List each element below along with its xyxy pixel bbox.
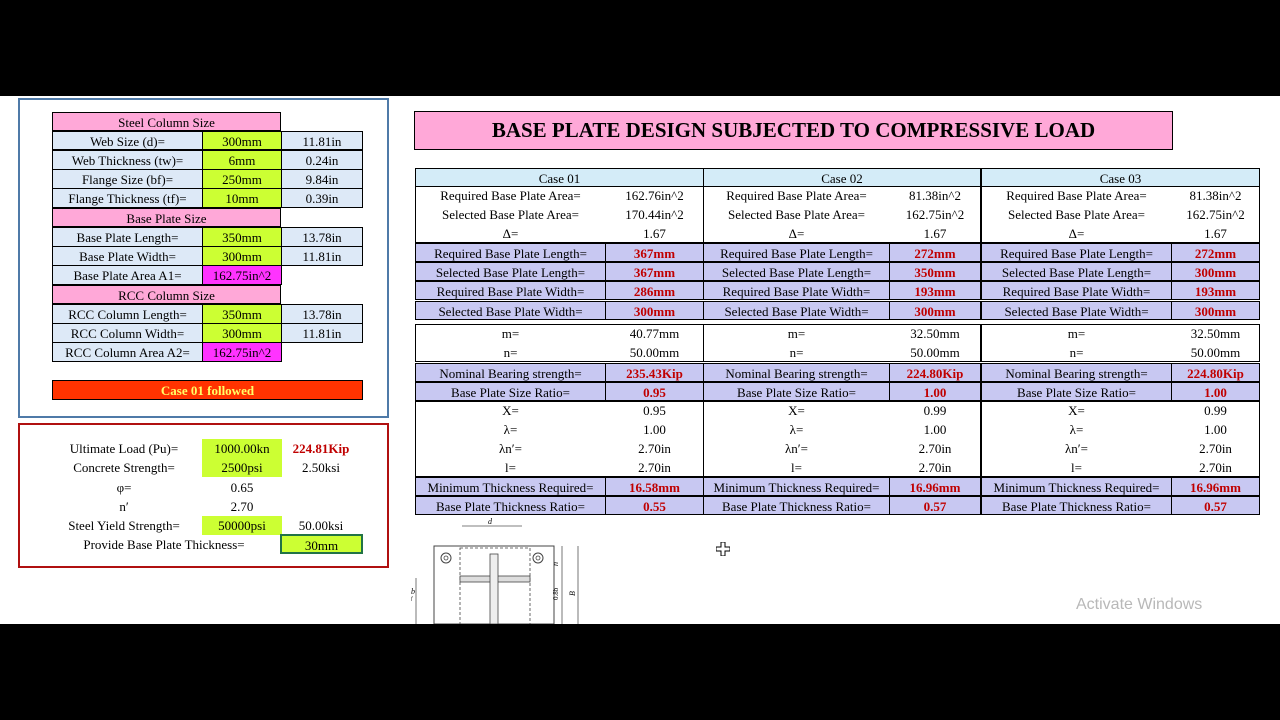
result-label-thk_ratio: Base Plate Thickness Ratio= [415,496,606,515]
result-value-sel_len: 350mm [889,262,981,281]
result-label-sel_area: Selected Base Plate Area= [442,207,579,222]
result-value-delta: 1.67 [643,226,666,241]
result-label-thk_ratio: Base Plate Thickness Ratio= [981,496,1172,515]
web-thickness-label: Web Thickness (tw)= [52,150,203,170]
result-label-req_area: Required Base Plate Area= [726,188,867,203]
base-plate-width-conv: 11.81in [281,246,363,266]
result-value-sel_wid: 300mm [1171,301,1260,320]
result-label-lambda: λ= [789,422,804,437]
result-value-req_area: 81.38in^2 [909,188,961,203]
n-prime-value: 2.70 [230,499,254,514]
result-value-nom: 235.43Kip [605,363,704,382]
case-header-2: Case 02 [703,168,981,187]
flange-size-conv: 9.84in [281,169,363,189]
result-value-ratio: 1.00 [1171,382,1260,401]
result-label-ratio: Base Plate Size Ratio= [981,382,1172,401]
result-label-req_wid: Required Base Plate Width= [981,281,1172,300]
result-value-X: 0.99 [923,403,947,418]
phi-value: 0.65 [230,480,254,495]
phi-label: φ= [116,480,132,495]
flange-thickness-conv: 0.39in [281,188,363,208]
steel-yield-label: Steel Yield Strength= [68,518,180,533]
steel-yield-input[interactable]: 50000psi [202,516,282,535]
ultimate-load-label: Ultimate Load (Pu)= [69,441,179,456]
result-value-sel_area: 162.75in^2 [1186,207,1245,222]
web-size-label: Web Size (d)= [52,131,203,150]
result-value-m: 32.50mm [1190,326,1241,341]
result-label-l: l= [1071,460,1082,475]
web-size-input[interactable]: 300mm [202,131,282,150]
bolt-hole-icon [441,553,451,563]
result-label-min_thk: Minimum Thickness Required= [981,477,1172,496]
result-value-ratio: 1.00 [889,382,981,401]
result-value-m: 40.77mm [629,326,680,341]
result-label-m: m= [787,326,806,341]
result-value-req_len: 272mm [889,243,981,262]
web-thickness-input[interactable]: 6mm [202,150,282,170]
base-plate-length-label: Base Plate Length= [52,227,203,247]
result-label-lambda_n: λn′= [785,441,808,456]
result-value-X: 0.99 [1204,403,1227,418]
result-label-req_wid: Required Base Plate Width= [703,281,890,300]
result-value-sel_len: 300mm [1171,262,1260,281]
rcc-column-area-label: RCC Column Area A2= [52,342,203,362]
result-value-lambda: 1.00 [923,422,947,437]
result-label-sel_wid: Selected Base Plate Width= [703,301,890,320]
web [490,554,498,624]
result-label-min_thk: Minimum Thickness Required= [415,477,606,496]
result-label-req_wid: Required Base Plate Width= [415,281,606,300]
result-value-n: 50.00mm [629,345,680,360]
dim-label-ratio: 0.8b [552,587,560,600]
concrete-strength-ksi: 2.50ksi [302,460,340,475]
base-plate-width-label: Base Plate Width= [52,246,203,266]
result-label-l: l= [791,460,802,475]
result-label-thk_ratio: Base Plate Thickness Ratio= [703,496,890,515]
result-label-delta: Δ= [788,226,805,241]
plate-thickness-input[interactable]: 30mm [280,534,363,554]
page-title: BASE PLATE DESIGN SUBJECTED TO COMPRESSIVE LOAD [414,111,1173,150]
base-plate-width-input[interactable]: 300mm [202,246,282,266]
web-thickness-conv: 0.24in [281,150,363,170]
result-label-m: m= [501,326,520,341]
result-label-nom: Nominal Bearing strength= [981,363,1172,382]
n-prime-label: n′ [119,499,129,514]
result-label-req_area: Required Base Plate Area= [1006,188,1147,203]
result-value-ratio: 0.95 [605,382,704,401]
result-label-delta: Δ= [1068,226,1085,241]
result-value-lambda_n: 2.70in [638,441,671,456]
dim-label-B: B [568,591,577,596]
result-label-lambda: λ= [1069,422,1084,437]
result-value-sel_area: 170.44in^2 [625,207,684,222]
result-label-X: X= [788,403,805,418]
result-value-req_area: 162.76in^2 [625,188,684,203]
steel-yield-ksi: 50.00ksi [298,518,344,533]
result-value-m: 32.50mm [910,326,960,341]
result-label-nom: Nominal Bearing strength= [415,363,606,382]
result-value-min_thk: 16.96mm [1171,477,1260,496]
result-label-lambda_n: λn′= [499,441,522,456]
result-value-sel_len: 367mm [605,262,704,281]
base-plate-area-value: 162.75in^2 [202,265,282,285]
base-plate-length-input[interactable]: 350mm [202,227,282,247]
result-label-m: m= [1067,326,1086,341]
concrete-strength-input[interactable]: 2500psi [202,458,282,477]
result-label-min_thk: Minimum Thickness Required= [703,477,890,496]
result-value-nom: 224.80Kip [889,363,981,382]
bolt-hole-inner-icon [444,556,448,560]
rcc-column-area-value: 162.75in^2 [202,342,282,362]
ultimate-load-input[interactable]: 1000.00kn [202,439,282,458]
result-label-ratio: Base Plate Size Ratio= [703,382,890,401]
result-label-lambda_n: λn′= [1065,441,1088,456]
result-value-sel_wid: 300mm [889,301,981,320]
base-plate-drawing [402,518,592,624]
rcc-column-width-input[interactable]: 300mm [202,323,282,343]
steel-column-title: Steel Column Size [52,112,281,131]
result-label-sel_area: Selected Base Plate Area= [1008,207,1145,222]
result-label-nom: Nominal Bearing strength= [703,363,890,382]
base-plate-length-conv: 13.78in [281,227,363,247]
result-value-thk_ratio: 0.55 [605,496,704,515]
result-label-req_len: Required Base Plate Length= [703,243,890,262]
dim-label-bf: b [411,587,415,596]
flange-size-input[interactable]: 250mm [202,169,282,189]
result-label-ratio: Base Plate Size Ratio= [415,382,606,401]
result-label-sel_wid: Selected Base Plate Width= [981,301,1172,320]
result-value-min_thk: 16.96mm [889,477,981,496]
result-value-lambda_n: 2.70in [1199,441,1232,456]
rcc-column-width-label: RCC Column Width= [52,323,203,343]
result-label-req_len: Required Base Plate Length= [415,243,606,262]
activate-windows-watermark: Activate Windows [1076,596,1203,613]
result-value-req_wid: 286mm [605,281,704,300]
flange-thickness-label: Flange Thickness (tf)= [52,188,203,208]
concrete-strength-label: Concrete Strength= [73,460,175,475]
web-size-conv: 11.81in [281,131,363,150]
result-label-sel_len: Selected Base Plate Length= [981,262,1172,281]
result-label-X: X= [1068,403,1085,418]
result-label-n: n= [503,345,518,360]
rcc-column-length-conv: 13.78in [281,304,363,324]
result-value-sel_wid: 300mm [605,301,704,320]
result-value-nom: 224.80Kip [1171,363,1260,382]
flange-size-label: Flange Size (bf)= [52,169,203,189]
result-label-l: l= [505,460,516,475]
flange-thickness-input[interactable]: 10mm [202,188,282,208]
base-plate-area-label: Base Plate Area A1= [52,265,203,285]
result-label-n: n= [1069,345,1084,360]
result-label-req_area: Required Base Plate Area= [440,188,581,203]
base-plate-title: Base Plate Size [52,208,281,227]
result-label-lambda: λ= [503,422,518,437]
result-label-sel_len: Selected Base Plate Length= [703,262,890,281]
result-label-n: n= [789,345,804,360]
plate-thickness-label: Provide Base Plate Thickness= [83,537,245,552]
bolt-hole-icon [533,553,543,563]
result-value-req_area: 81.38in^2 [1189,188,1242,203]
result-value-req_wid: 193mm [1171,281,1260,300]
case-followed-banner: Case 01 followed [52,380,363,400]
result-value-l: 2.70in [638,460,671,475]
result-value-delta: 1.67 [1204,226,1227,241]
result-value-sel_area: 162.75in^2 [905,207,965,222]
result-label-sel_wid: Selected Base Plate Width= [415,301,606,320]
ultimate-load-kip: 224.81Kip [292,441,350,456]
result-value-req_len: 367mm [605,243,704,262]
rcc-column-length-label: RCC Column Length= [52,304,203,324]
result-label-sel_len: Selected Base Plate Length= [415,262,606,281]
result-value-lambda_n: 2.70in [918,441,952,456]
result-value-req_len: 272mm [1171,243,1260,262]
result-label-delta: Δ= [502,226,519,241]
result-value-min_thk: 16.58mm [605,477,704,496]
result-label-X: X= [502,403,519,418]
result-value-l: 2.70in [918,460,952,475]
rcc-column-length-input[interactable]: 350mm [202,304,282,324]
result-value-thk_ratio: 0.57 [1171,496,1260,515]
result-value-n: 50.00mm [910,345,960,360]
rcc-column-title: RCC Column Size [52,285,281,304]
crosshair-cursor-icon [716,542,730,556]
result-value-thk_ratio: 0.57 [889,496,981,515]
dim-label-d: d [488,518,492,526]
dim-label-n: n [551,562,560,566]
case-header-1: Case 01 [415,168,704,187]
result-label-sel_area: Selected Base Plate Area= [728,207,865,222]
result-value-X: 0.95 [643,403,666,418]
case-header-3: Case 03 [981,168,1260,187]
rcc-column-width-conv: 11.81in [281,323,363,343]
result-value-lambda: 1.00 [643,422,666,437]
result-value-l: 2.70in [1199,460,1232,475]
result-value-n: 50.00mm [1190,345,1241,360]
result-value-req_wid: 193mm [889,281,981,300]
spreadsheet-area [0,96,1280,624]
bolt-hole-inner-icon [536,556,540,560]
dim-label-bf-sub: f [411,597,413,602]
result-label-req_len: Required Base Plate Length= [981,243,1172,262]
result-value-delta: 1.67 [923,226,947,241]
result-value-lambda: 1.00 [1204,422,1227,437]
